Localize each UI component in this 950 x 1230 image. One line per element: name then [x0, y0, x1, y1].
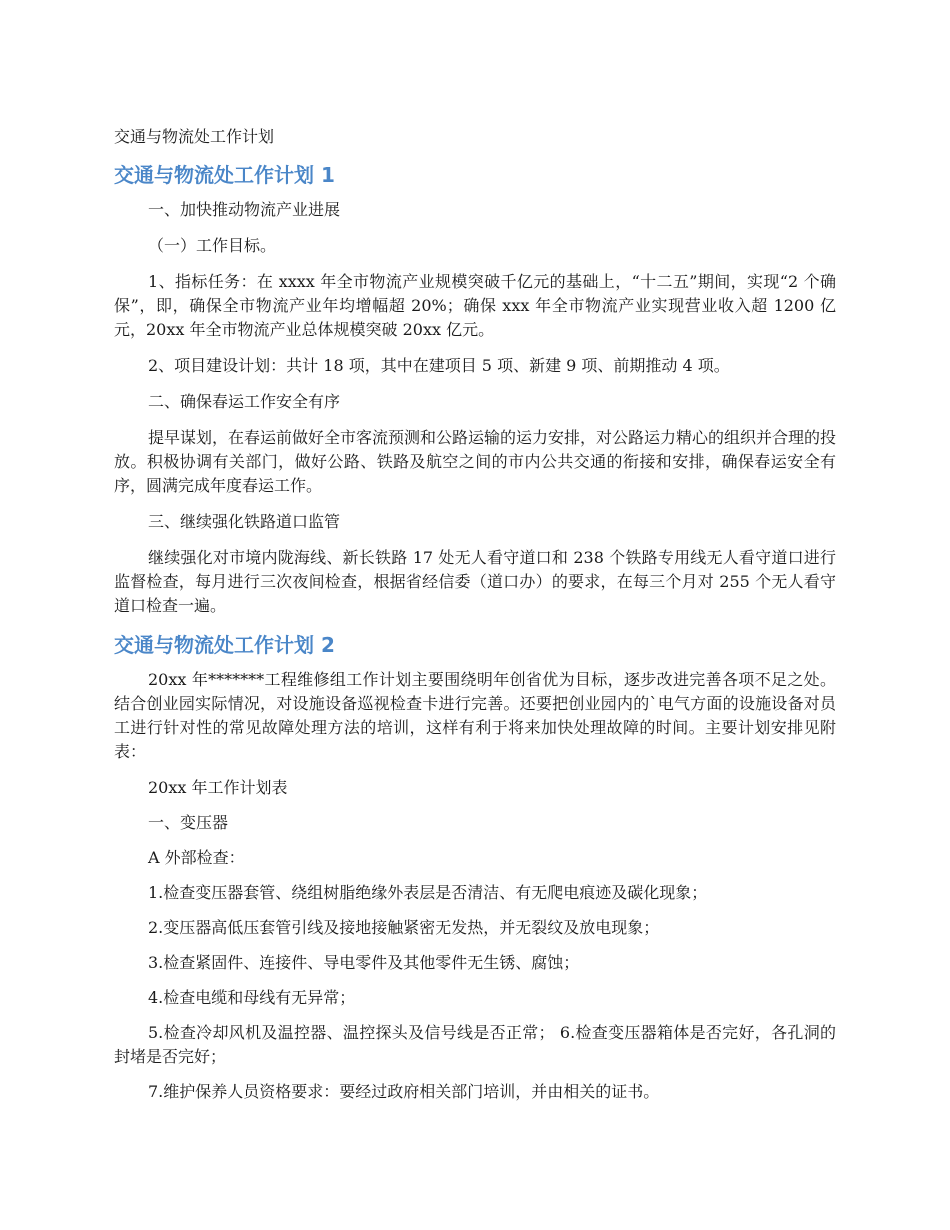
paragraph: 3.检查紧固件、连接件、导电零件及其他零件无生锈、腐蚀； [148, 953, 580, 972]
paragraph: （一）工作目标。 [148, 236, 277, 255]
paragraph: 5.检查冷却风机及温控器、温控探头及信号线是否正常； 6.检查变压器箱体是否完好，各孔洞的封堵是否完好； [114, 1023, 836, 1066]
section-1 [114, 160, 836, 618]
paragraph: 1、指标任务：在 xxxx 年全市物流产业规模突破千亿元的基础上，“十二五”期间，实现“2 个确保”，即，确保全市物流产业年均增幅超 20%；确保 xxx 年全市物流产业实现营业收入超 1200 亿元，20xx 年全市物流产业总体规模突破 20xx 亿元。 [114, 272, 836, 339]
paragraph: 提早谋划，在春运前做好全市客流预测和公路运输的运力安排，对公路运力精心的组织并合理的投放。积极协调有关部门，做好公路、铁路及航空之间的市内公共交通的衔接和安排，确保春运安全有序，圆满完成年度春运工作。 [114, 428, 837, 495]
paragraph: 4.检查电缆和母线有无异常； [148, 988, 356, 1007]
document-title: 交通与物流处工作计划 [114, 127, 275, 146]
paragraph: 1.检查变压器套管、绕组树脂绝缘外表层是否清洁、有无爬电痕迹及碳化现象； [148, 883, 708, 902]
paragraph: 一、加快推动物流产业进展 [148, 200, 341, 219]
paragraph: 三、继续强化铁路道口监管 [148, 512, 341, 531]
paragraph: 二、确保春运工作安全有序 [148, 392, 341, 411]
paragraph: 2、项目建设计划：共计 18 项，其中在建项目 5 项、新建 9 项、前期推动 4 项。 [148, 356, 730, 375]
paragraph: 继续强化对市境内陇海线、新长铁路 17 处无人看守道口和 238 个铁路专用线无人看守道口进行监督检查，每月进行三次夜间检查，根据省经信委（道口办）的要求，在每三个月对 255 个无人看守道口检查一遍。 [114, 548, 836, 615]
paragraph: 2.变压器高低压套管引线及接地接触紧密无发热，并无裂纹及放电现象； [148, 918, 660, 937]
paragraph: A 外部检查： [148, 848, 245, 867]
section-2 [114, 630, 836, 1104]
paragraph: 20xx 年工作计划表 [148, 778, 288, 797]
paragraph: 7.维护保养人员资格要求：要经过政府相关部门培训，并由相关的证书。 [148, 1082, 660, 1101]
section-heading: 交通与物流处工作计划 1 [114, 163, 335, 187]
paragraph: 20xx 年*******工程维修组工作计划主要围绕明年创省优为目标，逐步改进完善各项不足之处。结合创业园实际情况，对设施设备巡视检查卡进行完善。还要把创业园内的`电气方面的设施设备对员工进行针对性的常见故障处理方法的培训，这样有利于将来加快处理故障的时间。主要计划安排见附表： [114, 670, 836, 761]
section-heading: 交通与物流处工作计划 2 [114, 633, 335, 657]
paragraph: 一、变压器 [148, 813, 229, 832]
